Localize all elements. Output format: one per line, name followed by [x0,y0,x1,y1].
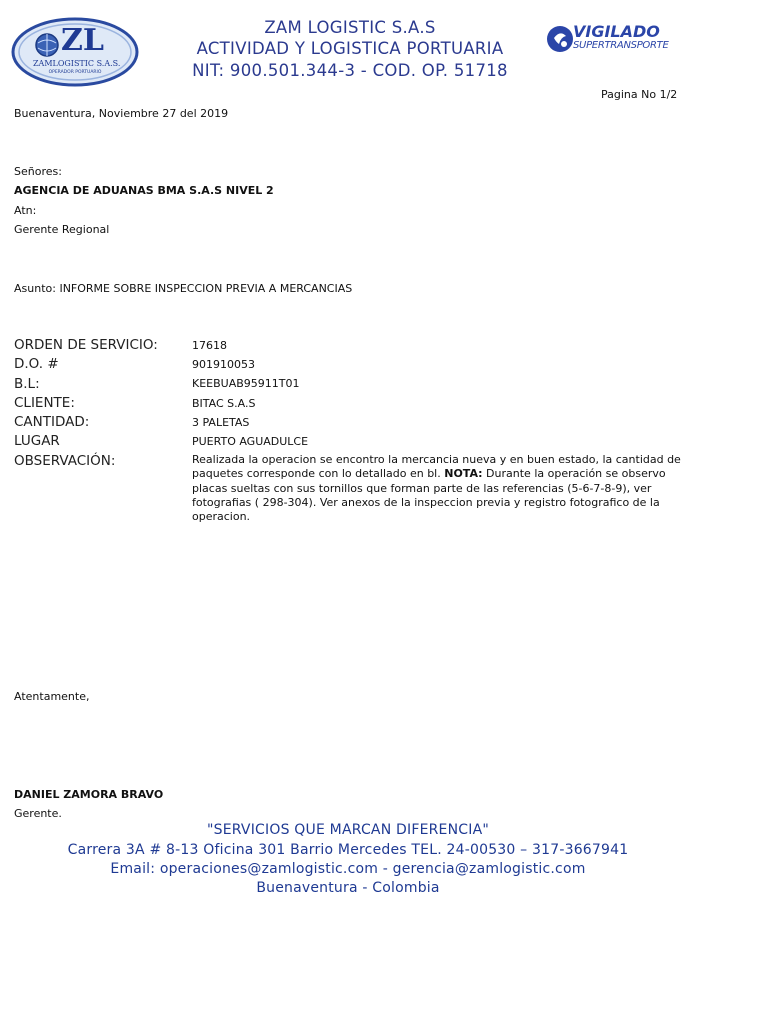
signer-title: Gerente. [14,807,62,820]
field-label-orden: ORDEN DE SERVICIO: [14,337,158,353]
field-value-bl: KEEBUAB95911T01 [192,377,300,390]
subject-line: Asunto: INFORME SOBRE INSPECCION PREVIA A MERCANCIAS [14,282,353,295]
company-name: ZAM LOGISTIC S.A.S [264,18,436,37]
field-label-do: D.O. # [14,356,59,372]
field-value-orden: 17618 [192,339,227,352]
field-value-cliente: BITAC S.A.S [192,397,256,410]
observation-part1: Realizada la operacion se encontro la mercancia nueva y en buen estado, la cantidad de paquetes corresponde con lo detallado en bl. [192,453,681,481]
field-value-lugar: PUERTO AGUADULCE [192,435,309,448]
recipient-agency: AGENCIA DE ADUANAS BMA S.A.S NIVEL 2 [14,184,274,197]
signer-name: DANIEL ZAMORA BRAVO [14,788,164,801]
observation-part2: Durante la operación se observo placas sueltas con sus tornillos que forman parte de las referencias (5-6-7-8-9), ver fotografias ( 298-304). Ver anexos de la inspeccion previa y registro fotografico de la operacion. [192,467,666,524]
recipient-role: Gerente Regional [14,223,110,236]
company-activity: ACTIVIDAD Y LOGISTICA PORTUARIA [196,39,504,58]
page-number: Pagina No 1/2 [601,88,678,101]
footer-email: Email: operaciones@zamlogistic.com - gerencia@zamlogistic.com [110,861,586,877]
field-label-lugar: LUGAR [14,433,60,449]
company-nit: NIT: 900.501.344-3 - COD. OP. 51718 [192,61,508,80]
field-label-cliente: CLIENTE: [14,395,75,411]
field-label-cantidad: CANTIDAD: [14,414,90,430]
seal-bottom-text: SUPERTRANSPORTE [573,40,669,51]
field-value-cantidad: 3 PALETAS [192,416,250,429]
field-label-bl: B.L: [14,376,40,392]
field-value-do: 901910053 [192,358,255,371]
field-label-observacion: OBSERVACIÓN: [14,453,116,469]
logo-initials: ZL [61,23,104,58]
logo-name: ZAMLOGISTIC S.A.S. [33,59,121,68]
date-line: Buenaventura, Noviembre 27 del 2019 [14,107,229,120]
observation-nota: NOTA: [444,467,483,481]
observation-text [192,453,684,524]
closing: Atentamente, [14,690,90,703]
footer-address: Carrera 3A # 8-13 Oficina 301 Barrio Mercedes TEL. 24-00530 – 317-3667941 [67,842,629,858]
logo-tagline: OPERADOR PORTUARIO [48,70,102,75]
attention-label: Atn: [14,204,37,217]
footer-slogan: "SERVICIOS QUE MARCAN DIFERENCIA" [207,822,489,838]
footer-city: Buenaventura - Colombia [256,880,440,896]
seal-top-text: VIGILADO [573,22,660,41]
company-logo [11,17,139,87]
vigilado-seal [545,22,675,56]
salutation: Señores: [14,165,62,178]
